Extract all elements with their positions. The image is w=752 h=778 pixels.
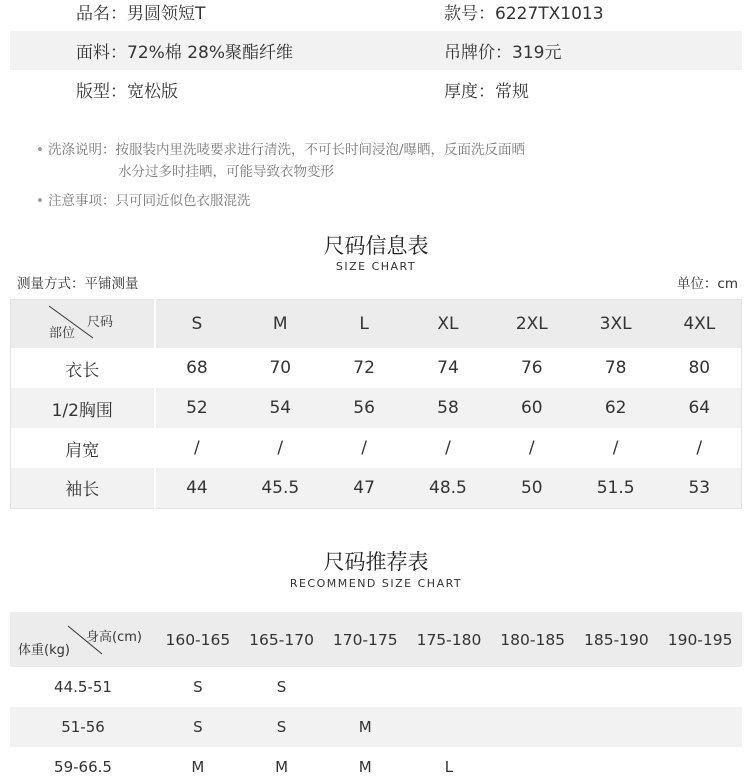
table-cell: L: [444, 758, 454, 776]
table-cell: /: [277, 438, 284, 458]
info-row: [10, 0, 742, 31]
row-label: 袖长: [11, 468, 155, 508]
recommend-chart-subtitle: RECOMMEND SIZE CHART: [289, 577, 463, 590]
info-row: [10, 70, 742, 109]
corner-cell: [10, 612, 156, 667]
table-cell: [323, 667, 407, 707]
height-header: 185-190: [575, 612, 659, 667]
wash-line-1: 洗涤说明：按服装内里洗唛要求进行清洗，不可长时间浸泡/曝晒，反面洗反面晒: [48, 142, 526, 158]
table-cell: 74: [437, 358, 459, 378]
table-cell: 68: [186, 358, 208, 378]
table-cell: 58: [406, 388, 490, 428]
table-row: [11, 428, 742, 468]
fabric: 面料：72%棉 28%聚酯纤维: [76, 43, 293, 63]
corner-top-label: 尺码: [87, 315, 114, 330]
row-label: 51-56: [10, 707, 156, 747]
bullet: •: [36, 142, 44, 158]
table-cell: S: [156, 707, 240, 747]
table-cell: S: [276, 678, 287, 696]
height-header: 175-180: [407, 612, 491, 667]
table-cell: 51.5: [574, 468, 658, 508]
height-header: 160-165: [156, 612, 240, 667]
table-cell: 54: [238, 388, 322, 428]
table-cell: 53: [658, 468, 742, 508]
table-row: [10, 667, 742, 707]
table-cell: [658, 707, 742, 747]
height-header: 165-170: [240, 612, 324, 667]
table-cell: 60: [490, 388, 574, 428]
table-cell: [658, 667, 742, 707]
row-label: 衣长: [11, 348, 155, 388]
fit-type: 版型：宽松版: [76, 82, 178, 102]
table-cell: 50: [490, 468, 574, 508]
caution-text: 注意事项：只可同近似色衣服混洗: [48, 193, 251, 209]
table-cell: 64: [658, 388, 742, 428]
caution-note: [36, 190, 525, 212]
wash-instructions: [36, 139, 525, 183]
row-label: 59-66.5: [54, 758, 112, 776]
table-cell: [407, 707, 491, 747]
table-cell: /: [194, 438, 200, 458]
size-header-row: [11, 300, 742, 349]
table-cell: [575, 747, 659, 778]
table-cell: M: [323, 707, 407, 747]
table-row: [11, 388, 742, 428]
table-cell: /: [445, 438, 451, 458]
size-header: XL: [406, 300, 490, 349]
tag-price: 吊牌价：319元: [444, 43, 562, 63]
height-header: 170-175: [323, 612, 407, 667]
table-cell: [575, 707, 659, 747]
unit-label: 单位：cm: [676, 276, 738, 292]
corner-bottom-label: 体重(kg): [18, 643, 70, 658]
size-header: S: [155, 300, 239, 349]
table-cell: 44: [155, 468, 239, 508]
style-number: 款号：6227TX1013: [444, 4, 604, 24]
table-cell: 62: [574, 388, 658, 428]
table-cell: 45.5: [238, 468, 322, 508]
table-cell: M: [191, 758, 205, 776]
size-chart-title: 尺码信息表: [323, 234, 429, 258]
size-header: 3XL: [574, 300, 658, 349]
table-cell: /: [528, 438, 535, 458]
corner-bottom-label: 部位: [49, 326, 76, 341]
table-cell: 76: [520, 358, 543, 378]
table-cell: 80: [688, 358, 711, 378]
recommend-chart-title: 尺码推荐表: [323, 550, 429, 574]
table-cell: /: [696, 438, 703, 458]
product-name: 品名：男圆领短T: [76, 4, 206, 24]
table-cell: [491, 707, 575, 747]
table-row: [10, 707, 742, 747]
table-cell: 70: [269, 358, 292, 378]
table-cell: 72: [353, 358, 375, 378]
table-cell: S: [240, 707, 324, 747]
size-header: M: [238, 300, 322, 349]
table-cell: M: [275, 758, 289, 776]
table-row: [11, 468, 742, 508]
size-header: L: [322, 300, 406, 349]
table-cell: [491, 747, 575, 778]
size-header: 2XL: [490, 300, 574, 349]
recommend-chart-table: [10, 612, 742, 778]
table-cell: 56: [322, 388, 406, 428]
measure-method: 测量方式：平铺测量: [17, 276, 139, 292]
bullet: •: [36, 193, 44, 209]
table-cell: [575, 667, 659, 707]
table-cell: /: [612, 438, 619, 458]
size-header: 4XL: [658, 300, 742, 349]
care-notes: [36, 139, 525, 212]
table-cell: 52: [155, 388, 239, 428]
row-label: 1/2胸围: [11, 388, 155, 428]
table-cell: M: [358, 758, 372, 776]
table-cell: /: [361, 438, 367, 458]
wash-line-2: 水分过多时挂晒，可能导致衣物变形: [118, 164, 334, 180]
table-cell: 48.5: [406, 468, 490, 508]
info-row: [10, 31, 742, 70]
table-cell: 78: [604, 358, 627, 378]
size-chart-subtitle: SIZE CHART: [335, 260, 417, 273]
row-label: 肩宽: [11, 428, 155, 468]
size-chart-table: [10, 299, 742, 509]
table-cell: [658, 747, 742, 778]
diagonal-divider: [11, 300, 155, 348]
table-row: [11, 348, 742, 388]
corner-top-label: 身高(cm): [86, 630, 142, 645]
product-info: [10, 0, 742, 109]
corner-cell: [11, 300, 155, 349]
table-cell: [407, 667, 491, 707]
height-header-row: [10, 612, 742, 667]
height-header: 190-195: [658, 612, 742, 667]
table-row: [10, 747, 742, 778]
height-header: 180-185: [491, 612, 575, 667]
row-label: 44.5-51: [54, 678, 112, 696]
table-cell: S: [193, 678, 203, 696]
thickness: 厚度：常规: [444, 82, 529, 102]
table-cell: 47: [322, 468, 406, 508]
table-cell: [491, 667, 575, 707]
